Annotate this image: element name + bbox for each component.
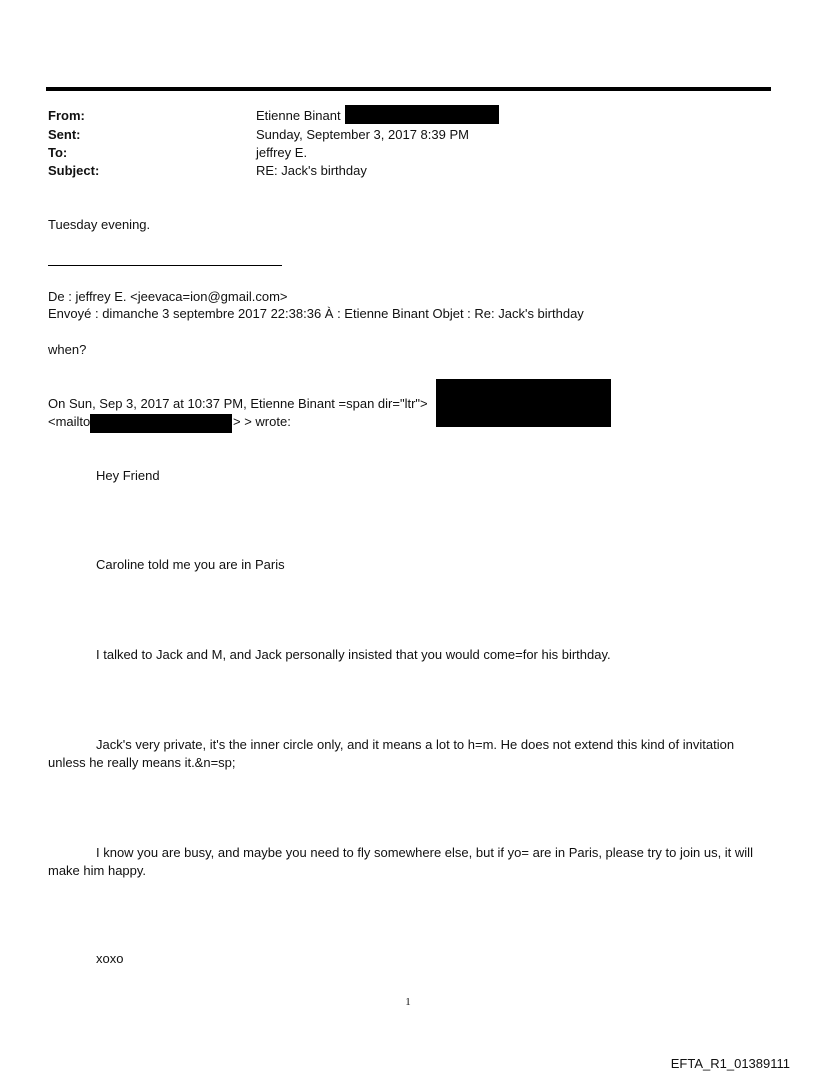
- quoted-envoye-line: Envoyé : dimanche 3 septembre 2017 22:38:36 À : Etienne Binant Objet : Re: Jack's birthday: [48, 306, 584, 321]
- page-number: 1: [405, 996, 411, 1008]
- quote-separator: [48, 265, 282, 266]
- to-label: To:: [48, 145, 68, 160]
- from-value: Etienne Binant: [256, 108, 341, 123]
- on-wrote-line-2-start: <mailto: [48, 414, 91, 429]
- sent-label: Sent:: [48, 127, 81, 142]
- redaction-from-email: [345, 105, 499, 124]
- body-paragraph-3: I talked to Jack and M, and Jack personally insisted that you would come=for his birthday.: [96, 647, 611, 662]
- subject-label: Subject:: [48, 163, 100, 178]
- body-paragraph-2: Caroline told me you are in Paris: [96, 557, 285, 572]
- from-label: From:: [48, 108, 85, 123]
- reply-text: Tuesday evening.: [48, 217, 151, 232]
- on-wrote-line-2-end: > > wrote:: [233, 414, 291, 429]
- redaction-sender-address: [436, 379, 611, 427]
- to-value: jeffrey E.: [256, 145, 308, 160]
- redaction-mailto: [90, 414, 232, 433]
- sent-value: Sunday, September 3, 2017 8:39 PM: [256, 127, 469, 142]
- header-rule: [46, 87, 771, 91]
- quoted-text: when?: [48, 342, 87, 357]
- subject-value: RE: Jack's birthday: [256, 163, 367, 178]
- body-paragraph-1: Hey Friend: [96, 468, 160, 483]
- quoted-de-line: De : jeffrey E. <jeevaca=ion@gmail.com>: [48, 289, 288, 304]
- body-paragraph-5: I know you are busy, and maybe you need to fly somewhere else, but if yo= are in Paris, please try to join us, it will make him happy.: [48, 845, 753, 878]
- document-id: EFTA_R1_01389111: [670, 1056, 790, 1071]
- body-paragraph-6: xoxo: [96, 951, 124, 966]
- body-paragraph-4: Jack's very private, it's the inner circle only, and it means a lot to h=m. He does not extend this kind of invitation unless he really means it.&n=sp;: [48, 737, 735, 770]
- on-wrote-line-1: On Sun, Sep 3, 2017 at 10:37 PM, Etienne Binant =span dir="ltr">: [48, 396, 428, 411]
